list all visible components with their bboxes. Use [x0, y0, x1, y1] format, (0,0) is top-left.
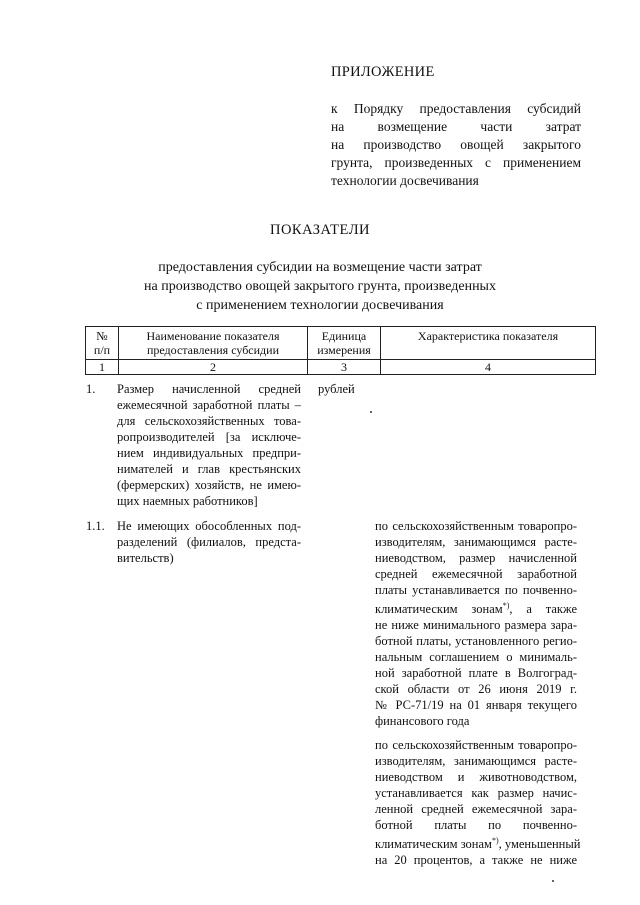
char-line: платы устанавливается по почвенно- — [375, 583, 577, 597]
char-line: ской области от 26 июня 2019 г. — [375, 682, 577, 697]
row-name — [117, 381, 301, 509]
char-line: на 20 процентов, а также не ниже — [375, 853, 577, 868]
appendix-line: грунта, произведенных с применением — [331, 155, 581, 170]
row-name-line: вительств) — [117, 551, 174, 565]
char-line: не ниже минимального размера зара- — [375, 618, 577, 633]
row-name-line: нимателей и глав крестьянских — [117, 462, 301, 476]
column-number: 3 — [308, 360, 381, 375]
scan-speck — [370, 411, 372, 413]
footnote-marker: *) — [491, 836, 499, 845]
row-unit: рублей — [318, 382, 355, 396]
subtitle-line: на производство овощей закрытого грунта, произведенных — [144, 279, 496, 294]
header-char — [381, 327, 596, 360]
char-line: по сельскохозяйственным товаропро- — [375, 738, 577, 752]
row-characteristic — [375, 518, 577, 729]
appendix-title: ПРИЛОЖЕНИЕ — [331, 64, 435, 80]
header-unit-line: измерения — [317, 343, 371, 357]
char-line: ботной платы, установленного регио- — [375, 634, 577, 649]
row-name — [117, 518, 301, 566]
document-title: ПОКАЗАТЕЛИ — [269, 222, 370, 238]
header-name-line: Наименование показателя — [146, 329, 280, 343]
char-line: финансового года — [375, 714, 470, 729]
char-line: изводителям, занимающимся расте- — [375, 535, 577, 549]
indicators-table-header — [85, 326, 596, 375]
char-line: ботной платы по почвенно- — [375, 818, 577, 832]
row-name-line: нием индивидуальных предпри- — [117, 446, 301, 460]
header-unit — [308, 327, 381, 360]
char-line: по сельскохозяйственным товаропро- — [375, 519, 577, 533]
header-unit-line: Единица — [321, 329, 367, 343]
header-row — [86, 327, 596, 360]
scan-speck — [552, 880, 554, 882]
char-line: климатическим зонам*), а также — [375, 601, 577, 617]
row-number: 1.1. — [86, 519, 105, 533]
header-name — [119, 327, 308, 360]
header-num-line: п/п — [93, 343, 111, 357]
subtitle-line: предоставления субсидии на возмещение части затрат — [158, 260, 482, 275]
appendix-line: к Порядку предоставления субсидий — [331, 101, 581, 116]
subtitle-line: с применением технологии досвечивания — [196, 298, 444, 313]
char-line: № РС-71/19 на 01 января текущего — [375, 698, 577, 713]
column-number: 2 — [119, 360, 308, 375]
char-line: ной заработной плате в Волгоград- — [375, 666, 577, 681]
char-line: изводителям, занимающимся расте- — [375, 754, 577, 768]
header-char-line: Характеристика показателя — [417, 329, 559, 343]
row-name-line: ропроизводителей [за исключе- — [117, 430, 301, 444]
appendix-line: на возмещение части затрат — [331, 119, 581, 134]
header-name-line: предоставления субсидии — [146, 343, 280, 357]
char-line: климатическим зонам*), уменьшенный — [375, 836, 581, 852]
column-number: 1 — [86, 360, 119, 375]
row-name-line: Размер начисленной средней — [117, 382, 301, 396]
char-line: ниеводством и животноводством, — [375, 770, 577, 784]
row-name-line: ежемесячной заработной платы – — [117, 398, 301, 412]
appendix-body — [331, 100, 581, 190]
row-name-line: щих наемных работников] — [117, 494, 258, 508]
document-subtitle — [0, 258, 640, 315]
header-num — [86, 327, 119, 360]
footnote-marker: *) — [502, 601, 510, 610]
row-name-line: Не имеющих обособленных под- — [117, 519, 301, 533]
appendix-line: на производство овощей закрытого — [331, 137, 581, 152]
row-name-line: для сельскохозяйственных това- — [117, 414, 301, 428]
column-number: 4 — [381, 360, 596, 375]
char-line: устанавливается как размер начис- — [375, 786, 577, 800]
appendix-line: технологии досвечивания — [331, 173, 479, 188]
char-line: средней ежемесячной заработной — [375, 567, 577, 581]
header-num-line: № — [96, 329, 108, 343]
row-name-line: разделений (филиалов, предста- — [117, 535, 301, 549]
char-line: ленной средней ежемесячной зара- — [375, 802, 577, 816]
row-number: 1. — [86, 382, 96, 396]
column-number-row — [86, 360, 596, 375]
char-line: ниеводством, размер начисленной — [375, 551, 577, 565]
row-name-line: (фермерских) хозяйств, не имею- — [117, 478, 301, 492]
row-characteristic — [375, 737, 581, 868]
char-line: нальным соглашением о минималь- — [375, 650, 577, 665]
